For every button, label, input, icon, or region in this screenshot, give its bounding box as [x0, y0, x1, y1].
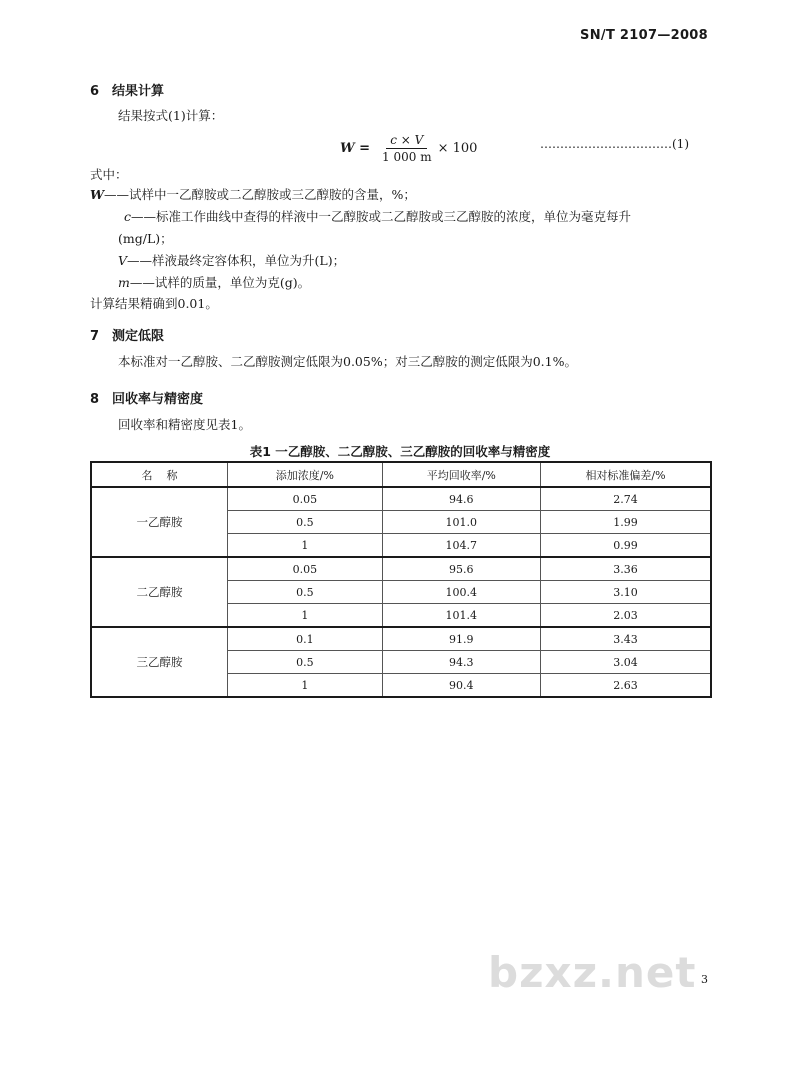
table-row [91, 627, 711, 651]
section-title: 回收率与精密度 [112, 392, 204, 407]
cell-concentration: 0.5 [228, 581, 382, 604]
cell-rsd: 0.99 [541, 534, 711, 558]
definition-text: ——试样中一乙醇胺或二乙醇胺或三乙醇胺的含量，%； [104, 187, 416, 202]
page-number: 3 [701, 973, 708, 986]
cell-rsd: 2.63 [541, 674, 711, 698]
cell-concentration: 0.5 [228, 511, 382, 534]
formula-fraction [382, 133, 432, 164]
table-row [91, 487, 711, 511]
cell-recovery: 94.3 [382, 651, 540, 674]
section-title: 测定低限 [112, 329, 165, 344]
result-formula [340, 133, 477, 164]
section-7-heading [90, 325, 164, 344]
section-number: 8 [90, 392, 100, 407]
cell-concentration: 1 [228, 604, 382, 628]
watermark: bzxz.net [488, 948, 697, 997]
cell-recovery: 101.4 [382, 604, 540, 628]
formula-numerator: c × V [386, 133, 427, 149]
table-title: 表1 一乙醇胺、二乙醇胺、三乙醇胺的回收率与精密度 [249, 444, 551, 459]
cell-rsd: 3.36 [541, 557, 711, 581]
definition-text: ——标准工作曲线中查得的样液中一乙醇胺或二乙醇胺或三乙醇胺的浓度，单位为毫克每升 [131, 209, 632, 224]
definition-w [90, 185, 416, 203]
cell-concentration: 0.5 [228, 651, 382, 674]
section-6-heading [90, 80, 164, 99]
cell-concentration: 0.1 [228, 627, 382, 651]
section-8-heading [90, 388, 203, 407]
recovery-reference-text: 回收率和精密度见表1。 [118, 417, 251, 432]
detection-limit-text: 本标准对一乙醇胺、二乙醇胺测定低限为0.05%；对三乙醇胺的测定低限为0.1%。 [118, 354, 577, 369]
cell-concentration: 1 [228, 674, 382, 698]
section-title: 结果计算 [112, 84, 165, 99]
equation-number: ……………………………(1) [540, 137, 689, 151]
formula-denominator: 1 000 m [382, 150, 432, 164]
cell-concentration: 1 [228, 534, 382, 558]
cell-recovery: 95.6 [382, 557, 540, 581]
column-header-added-concentration: 添加浓度/% [228, 462, 382, 487]
recovery-precision-table [90, 461, 712, 698]
cell-rsd: 3.10 [541, 581, 711, 604]
compound-name: 一乙醇胺 [91, 487, 228, 557]
definition-c-continued: (mg/L)； [118, 231, 173, 246]
cell-recovery: 101.0 [382, 511, 540, 534]
formula-intro: 结果按式(1)计算： [118, 108, 224, 123]
definition-v [118, 251, 345, 269]
precision-note: 计算结果精确到0.01。 [90, 296, 218, 311]
cell-recovery: 91.9 [382, 627, 540, 651]
definition-c [124, 207, 631, 225]
compound-name: 三乙醇胺 [91, 627, 228, 697]
section-number: 7 [90, 329, 100, 344]
cell-recovery: 90.4 [382, 674, 540, 698]
document-code: SN/T 2107—2008 [580, 28, 708, 43]
cell-rsd: 3.43 [541, 627, 711, 651]
definition-symbol: c [124, 209, 132, 224]
table-header-row [91, 462, 711, 487]
column-header-average-recovery: 平均回收率/% [382, 462, 540, 487]
cell-concentration: 0.05 [228, 487, 382, 511]
cell-recovery: 100.4 [382, 581, 540, 604]
formula-lhs: W = [340, 141, 371, 156]
definition-symbol: V [118, 253, 128, 268]
definition-text: ——样液最终定容体积，单位为升(L)； [127, 253, 346, 268]
definition-symbol: W [90, 187, 105, 202]
definition-symbol: m [118, 275, 130, 290]
formula-tail: × 100 [437, 141, 478, 156]
cell-rsd: 2.74 [541, 487, 711, 511]
section-number: 6 [90, 84, 100, 99]
where-label: 式中： [90, 167, 128, 182]
cell-concentration: 0.05 [228, 557, 382, 581]
cell-rsd: 2.03 [541, 604, 711, 628]
definition-text: ——试样的质量，单位为克(g)。 [129, 275, 311, 290]
cell-recovery: 104.7 [382, 534, 540, 558]
compound-name: 二乙醇胺 [91, 557, 228, 627]
cell-rsd: 1.99 [541, 511, 711, 534]
cell-rsd: 3.04 [541, 651, 711, 674]
table-row [91, 557, 711, 581]
definition-m [118, 273, 310, 291]
column-header-rsd: 相对标准偏差/% [541, 462, 711, 487]
column-header-name: 名 称 [91, 462, 228, 487]
cell-recovery: 94.6 [382, 487, 540, 511]
